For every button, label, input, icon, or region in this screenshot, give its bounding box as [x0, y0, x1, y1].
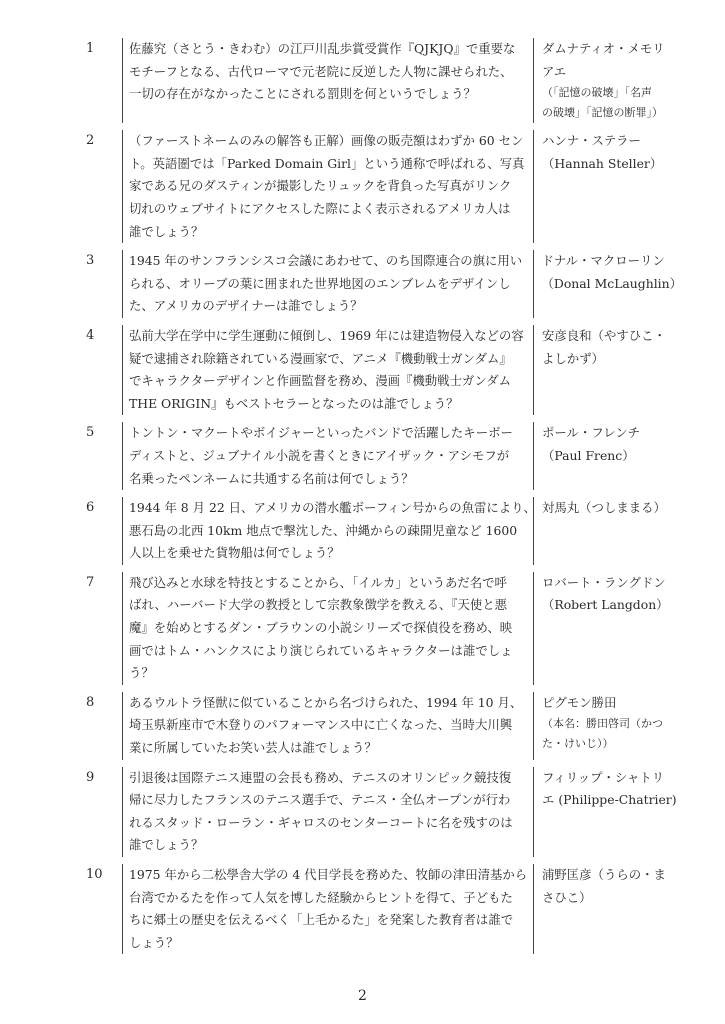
question-row [82, 422, 682, 490]
question-text [122, 325, 534, 415]
quiz-table [82, 38, 682, 961]
question-line: 1944 年 8 月 22 日、アメリカの潜水艦ボーフィン号からの魚雷により、 [129, 500, 536, 516]
question-line: 帰に尽力したフランスのテニス選手で、テニス・全仏オープンが行わ [129, 792, 511, 808]
question-line: 疑で逮捕され除籍されている漫画家で、アニメ『機動戦士ガンダム』 [129, 350, 512, 366]
question-line: う？ [129, 665, 154, 681]
question-number: 6 [86, 500, 95, 516]
question-number: 9 [86, 769, 95, 785]
answer-text [534, 572, 669, 685]
question-text [122, 572, 534, 685]
answer-text [534, 497, 666, 565]
question-row [82, 250, 682, 318]
question-line: ばれ、ハーバード大学の教授として宗教象徴学を教える、『天使と悪 [129, 597, 508, 613]
answer-line: （Paul Frenc） [542, 447, 635, 463]
answer-text [534, 767, 677, 857]
question-line: 魔』を始めとするダン・ブラウンの小説シリーズで探偵役を務め、映 [129, 620, 513, 636]
question-line: トントン・マクートやボイジャーといったバンドで活躍したキーボー [129, 425, 513, 441]
question-line: しょう？ [129, 934, 179, 950]
question-line: ディストと、ジュブナイル小説を書くときにアイザック・アシモフが [129, 447, 510, 463]
question-text [122, 130, 534, 243]
question-line: 悪石島の北西 10km 地点で撃沈した、沖縄からの疎開児童など 1600 [129, 522, 518, 538]
question-line: 飛び込みと水球を特技とすることから、「イルカ」というあだ名で呼 [129, 574, 507, 590]
answer-text [534, 692, 663, 760]
question-line: 家である兄のダスティンが撮影したリュックを背負った写真がリンク [129, 178, 512, 194]
question-text [122, 692, 534, 760]
question-line: 誰でしょう？ [129, 837, 204, 853]
question-line: 1975 年から二松學舎大学の 4 代目学長を務めた、牧師の津田清基から [129, 867, 528, 882]
answer-line: 対馬丸（つしままる） [542, 500, 666, 516]
question-line: 一切の存在がなかったことにされる罰則を何というでしょう？ [129, 86, 476, 102]
question-line: ト。英語圏では「Parked Domain Girl」という通称で呼ばれる、写真 [129, 155, 525, 171]
answer-line: 浦野匡彦（うらの・ま [542, 867, 666, 882]
question-line: 引退後は国際テニス連盟の会長も務め、テニスのオリンピック競技復 [129, 769, 512, 785]
answer-line: ロバート・ラングドン [542, 574, 666, 590]
answer-line: ハンナ・ステラー [542, 133, 641, 149]
answer-line: さひこ） [542, 889, 592, 905]
question-row [82, 767, 682, 857]
question-row [82, 325, 682, 415]
answer-text [534, 864, 666, 954]
question-row [82, 38, 682, 123]
answer-line: ダムナティオ・メモリ [542, 41, 665, 56]
answer-text [534, 422, 640, 490]
question-row [82, 692, 682, 760]
page-number: 2 [358, 988, 367, 1004]
answer-note-line: （「記憶の破壊」「名声 [542, 86, 652, 100]
question-line: モチーフとなる、古代ローマで元老院に反逆した人物に課せられた、 [129, 63, 513, 79]
question-line: た、アメリカのデザイナーは誰でしょう？ [128, 298, 363, 314]
question-line: 誰でしょう？ [129, 223, 204, 239]
answer-line: 安彦良和（やすひこ・ [542, 327, 666, 343]
answer-line: （Donal McLaughlin） [541, 275, 682, 291]
question-line: 1945 年のサンフランシスコ会議にあわせて、のち国際連合の旗に用い [128, 253, 523, 269]
answer-text [534, 38, 665, 123]
answer-text [534, 250, 682, 318]
question-number: 7 [86, 574, 95, 590]
question-line: 切れのウェブサイトにアクセスした際によく表示されるアメリカ人は [129, 200, 511, 216]
answer-line: アエ [542, 63, 567, 79]
question-line: られる、オリーブの葉に囲まれた世界地図のエンブレムをデザインし [128, 275, 511, 291]
question-number: 4 [86, 327, 95, 343]
answer-line: ピグモン勝田 [542, 694, 617, 710]
answer-line: エ (Philippe-Chatrier) [542, 792, 677, 808]
answer-line: ポール・フレンチ [542, 425, 641, 441]
question-text [122, 864, 534, 954]
answer-line: （Hannah Steller） [542, 155, 663, 171]
question-line: 台湾でかるたを作って人気を博した経験からヒントを得て、子どもた [129, 889, 513, 905]
answer-note-line: の破壊」「記憶の断罪」） [542, 106, 663, 120]
question-line: THE ORIGIN』もベストセラーとなったのは誰でしょう？ [129, 395, 459, 411]
question-line: れるスタッド・ローラン・ギャロスのセンターコートに名を残すのは [129, 814, 513, 830]
question-text [122, 422, 534, 490]
answer-line: フィリップ・シャトリ [542, 769, 665, 785]
question-line: （ファーストネームのみの解答も正解）画像の販売額はわずか 60 セン [129, 133, 524, 149]
question-row [82, 130, 682, 243]
answer-text [534, 325, 666, 415]
question-line: 佐藤究（さとう・きわむ）の江戸川乱歩賞受賞作『QJKJQ』で重要な [129, 41, 516, 56]
answer-text [534, 130, 662, 243]
answer-line: （Robert Langdon） [542, 597, 669, 613]
answer-note-line: た・けいじ）） [542, 737, 614, 751]
question-line: 画ではトム・ハンクスにより演じられているキャラクターは誰でしょ [129, 642, 513, 658]
question-line: 業に所属していたお笑い芸人は誰でしょう？ [129, 740, 377, 756]
question-line: 弘前大学在学中に学生運動に傾倒し、1969 年には建造物侵入などの容 [129, 327, 524, 343]
question-line: でキャラクターデザインと作画監督を務め、漫画『機動戦士ガンダム [129, 373, 512, 389]
question-row [82, 864, 682, 954]
question-text [122, 497, 534, 565]
question-number: 5 [86, 425, 95, 441]
question-line: ちに郷土の歴史を伝えるべく「上毛かるた」を発案した教育者は誰で [129, 912, 514, 928]
question-line: 埼玉県新座市で木登りのパフォーマンス中に亡くなった、当時大川興 [129, 717, 513, 733]
question-row [82, 572, 682, 685]
question-number: 8 [86, 694, 95, 710]
question-number: 10 [86, 867, 103, 882]
question-text [122, 38, 534, 123]
question-text [122, 250, 534, 318]
question-line: あるウルトラ怪獣に似ていることから名づけられた、1994 年 10 月、 [129, 694, 523, 710]
question-line: 名乗ったペンネームに共通する名前は何でしょう？ [129, 470, 414, 486]
question-text [122, 767, 534, 857]
answer-line: よしかず） [542, 350, 604, 366]
answer-note-line: （本名：勝田啓司（かつ [542, 717, 663, 731]
question-number: 1 [86, 41, 95, 56]
answer-line: ドナル・マクローリン [541, 253, 665, 269]
question-row [82, 497, 682, 565]
question-number: 3 [86, 253, 95, 269]
question-number: 2 [86, 133, 95, 149]
question-line: 人以上を乗せた貨物船は何でしょう？ [129, 545, 340, 561]
